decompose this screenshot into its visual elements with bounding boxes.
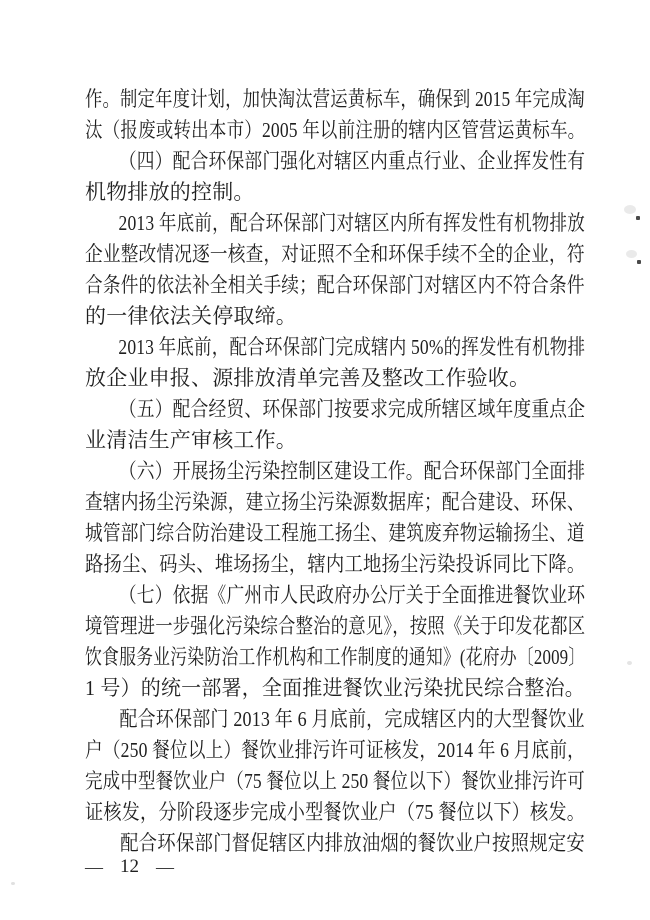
scan-smudge — [11, 882, 15, 885]
text-line: 的一律依法关停取缔。 — [85, 304, 297, 328]
text-line: 企业整改情况逐一核查，对证照不全和环保手续不全的企业，符 — [85, 242, 585, 266]
text-line: 机物排放的控制。 — [85, 180, 255, 204]
text-line: （七）依据《广州市人民政府办公厅关于全面推进餐饮业环 — [118, 583, 586, 607]
text-line: 查辖内扬尘污染源，建立扬尘污染源数据库；配合建设、环保、 — [85, 490, 585, 514]
text-line: 2013 年底前，配合环保部门完成辖内 50%的挥发性有机物排 — [118, 335, 586, 359]
text-line: （四）配合环保部门强化对辖区内重点行业、企业挥发性有 — [118, 149, 586, 173]
footer-dash-left: — — [85, 857, 103, 877]
document-body — [85, 84, 585, 859]
text-line: 作。制定年度计划，加快淘汰营运黄标车，确保到 2015 年完成淘 — [85, 87, 585, 111]
text-line: 业清洁生产审核工作。 — [85, 428, 297, 452]
page-number: 12 — [120, 856, 139, 877]
text-line: 户（250 餐位以上）餐饮业排污许可证核发，2014 年 6 月底前， — [85, 738, 585, 762]
text-line: 完成中型餐饮业户（75 餐位以上 250 餐位以下）餐饮业排污许可 — [85, 769, 585, 793]
text-line: 城管部门综合防治建设工程施工扬尘、建筑废弃物运输扬尘、道 — [85, 521, 585, 545]
footer-dash-right: — — [156, 857, 174, 877]
text-line: 放企业申报、源排放清单完善及整改工作验收。 — [85, 366, 531, 390]
text-line: 饮食服务业污染防治工作机构和工作制度的通知》(花府办〔2009〕 — [85, 645, 586, 669]
scan-speck — [637, 260, 641, 264]
scan-smudge — [626, 250, 637, 258]
text-line: 证核发，分阶段逐步完成小型餐饮业户（75 餐位以下）核发。 — [85, 800, 586, 824]
text-line: 1 号）的统一部署，全面推进餐饮业污染扰民综合整治。 — [85, 676, 585, 700]
text-line: （六）开展扬尘污染控制区建设工作。配合环保部门全面排 — [118, 459, 586, 483]
text-line: 路扬尘、码头、堆场扬尘，辖内工地扬尘污染投诉同比下降。 — [85, 552, 586, 576]
scan-smudge — [627, 661, 632, 665]
page-footer — [85, 857, 174, 877]
text-line: 合条件的依法补全相关手续；配合环保部门对辖区内不符合条件 — [85, 273, 585, 297]
text-line: 配合环保部门督促辖区内排放油烟的餐饮业户按照规定安 — [120, 831, 586, 855]
scan-speck — [636, 216, 640, 220]
text-line: 境管理进一步强化污染综合整治的意见》，按照《关于印发花都区 — [85, 614, 586, 638]
text-line: 汰（报废或转出本市）2005 年以前注册的辖内区管营运黄标车。 — [85, 118, 586, 142]
text-line: 配合环保部门 2013 年 6 月底前，完成辖区内的大型餐饮业 — [119, 707, 585, 731]
text-line: 2013 年底前，配合环保部门对辖区内所有挥发性有机物排放 — [118, 211, 586, 235]
text-line: （五）配合经贸、环保部门按要求完成所辖区域年度重点企 — [118, 397, 586, 421]
scan-smudge — [624, 205, 636, 214]
